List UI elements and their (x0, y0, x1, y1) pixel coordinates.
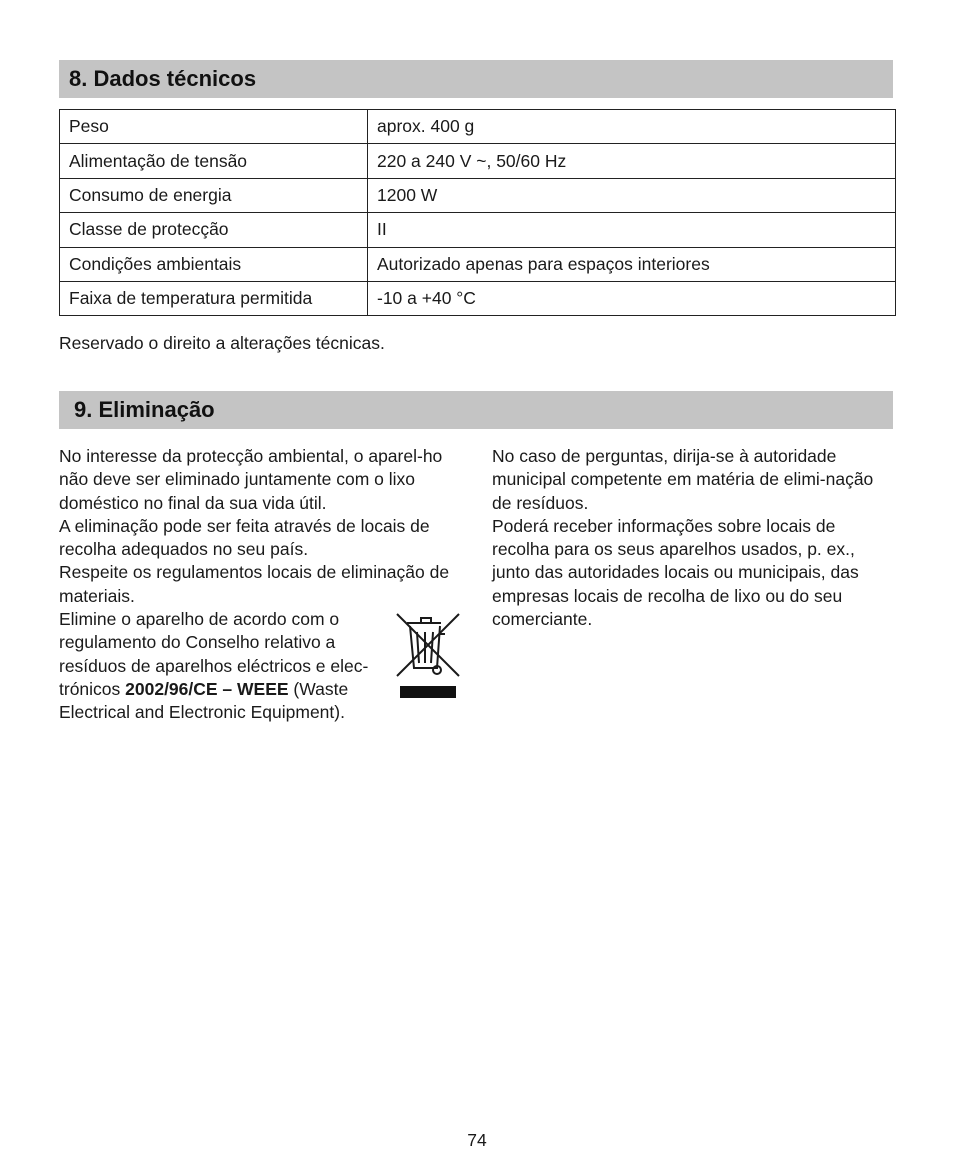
disposal-right-column (492, 445, 897, 631)
technical-data-table (59, 109, 896, 316)
spec-value: 1200 W (368, 178, 896, 212)
crossed-out-wheelie-bin-icon (393, 610, 463, 700)
spec-label: Consumo de energia (60, 178, 368, 212)
table-row (60, 247, 896, 281)
section-8-header (59, 60, 893, 98)
weee-directive: 2002/96/CE – WEEE (125, 678, 289, 699)
spec-value: Autorizado apenas para espaços interiores (368, 247, 896, 281)
spec-label: Alimentação de tensão (60, 144, 368, 178)
disposal-paragraph: No caso de perguntas, dirija-se à autoridade municipal competente em matéria de elimi-nação de resíduos. (492, 446, 874, 513)
table-row (60, 178, 896, 212)
disposal-paragraph: Respeite os regulamentos locais de eliminação de materiais. (59, 562, 450, 606)
weee-text-end: (Waste Electrical and Electronic Equipment). (59, 678, 349, 723)
spec-value: 220 a 240 V ~, 50/60 Hz (368, 144, 896, 178)
section-9-header (59, 391, 893, 429)
section-9-title: 9. Eliminação (74, 397, 215, 422)
weee-text-start: Elimine o aparelho de acordo com o regulamento do Conselho relativo a resíduos de aparelhos eléctricos e elec-trónicos (59, 609, 369, 699)
disposal-paragraph: A eliminação pode ser feita através de locais de recolha adequados no seu país. (59, 515, 430, 560)
spec-value: aprox. 400 g (368, 110, 896, 144)
spec-value: -10 a +40 °C (368, 281, 896, 315)
table-row (60, 213, 896, 247)
spec-label: Faixa de temperatura permitida (60, 281, 368, 315)
page-number: 74 (467, 1130, 487, 1150)
table-row (60, 281, 896, 315)
weee-paragraph (59, 608, 389, 724)
table-row (60, 110, 896, 144)
technical-changes-note: Reservado o direito a alterações técnicas. (59, 333, 385, 353)
disposal-paragraph: Poderá receber informações sobre locais de recolha para os seus aparelhos usados, p. ex., junto das autoridades locais ou municipais, das empresas locais de recolha de lixo ou do seu comerciante. (492, 515, 859, 630)
spec-label: Condições ambientais (60, 247, 368, 281)
spec-label: Peso (60, 110, 368, 144)
table-row (60, 144, 896, 178)
spec-label: Classe de protecção (60, 213, 368, 247)
disposal-paragraph: No interesse da protecção ambiental, o aparel-ho não deve ser eliminado juntamente com o lixo doméstico no final da sua vida útil. (59, 446, 443, 513)
spec-value: II (368, 213, 896, 247)
section-8-title: 8. Dados técnicos (69, 66, 257, 91)
